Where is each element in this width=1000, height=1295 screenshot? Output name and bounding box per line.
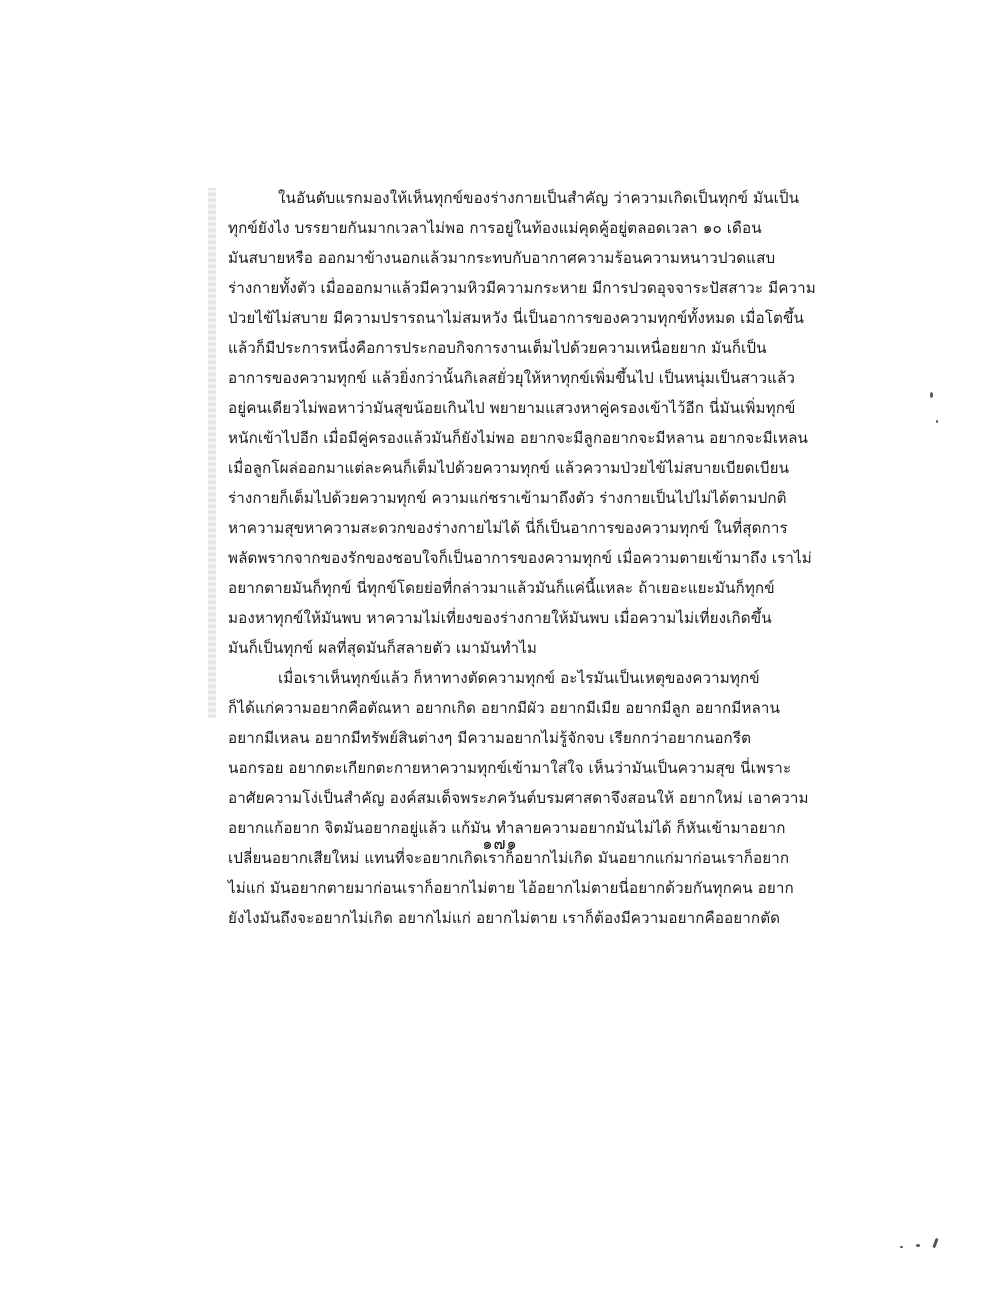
text-line: ไม่แก่ มันอยากตายมาก่อนเราก็อยากไม่ตาย ไอ้อยากไม่ตายนี่อยากด้วยกันทุกคน อยาก — [228, 879, 794, 897]
text-line: อยากแก้อยาก จิตมันอยากอยู่แล้ว แก้มัน ทำลายความอยากมันไม่ได้ ก็หันเข้ามาอยาก — [228, 819, 786, 837]
scan-speck — [932, 1238, 938, 1248]
scan-speck — [916, 1244, 920, 1247]
text-line: เมื่อลูกโผล่ออกมาแต่ละคนก็เต็มไปด้วยความทุกข์ แล้วความป่วยไข้ไม่สบายเบียดเบียน — [228, 459, 790, 477]
text-line: อยากมีเหลน อยากมีทรัพย์สินต่างๆ มีความอยากไม่รู้จักจบ เรียกกว่าอยากนอกรีต — [228, 729, 752, 747]
text-line: มองหาทุกข์ให้มันพบ หาความไม่เที่ยงของร่างกายให้มันพบ เมื่อความไม่เที่ยงเกิดขึ้น — [228, 609, 772, 627]
scan-speck — [936, 420, 938, 423]
text-line: หนักเข้าไปอีก เมื่อมีคู่ครองแล้วมันก็ยังไม่พอ อยากจะมีลูกอยากจะมีหลาน อยากจะมีเหลน — [228, 429, 808, 447]
text-line: มันสบายหรือ ออกมาข้างนอกแล้วมากระทบกับอากาศความร้อนความหนาวปวดแสบ — [228, 249, 776, 267]
text-line: อยากตายมันก็ทุกข์ นี่ทุกข์โดยย่อที่กล่าวมาแล้วมันก็แค่นี้แหละ ถ้าเยอะแยะมันก็ทุกข์ — [228, 579, 775, 597]
text-line: อยู่คนเดียวไม่พอหาว่ามันสุขน้อยเกินไป พยายามแสวงหาคู่ครองเข้าไว้อีก นี่มันเพิ่มทุกข์ — [228, 399, 796, 417]
text-line: อาการของความทุกข์ แล้วยิ่งกว่านั้นกิเลสยั่วยุให้หาทุกข์เพิ่มขึ้นไป เป็นหนุ่มเป็นสาวแล้ว — [228, 369, 796, 387]
text-line: ทุกข์ยังไง บรรยายกันมากเวลาไม่พอ การอยู่ในท้องแม่คุดคู้อยู่ตลอดเวลา ๑๐ เดือน — [228, 219, 762, 237]
text-line: ก็ได้แก่ความอยากคือตัณหา อยากเกิด อยากมีผัว อยากมีเมีย อยากมีลูก อยากมีหลาน — [228, 699, 781, 717]
scan-edge-mark — [208, 188, 216, 718]
text-line: พลัดพรากจากของรักของชอบใจก็เป็นอาการของความทุกข์ เมื่อความตายเข้ามาถึง เราไม่ — [228, 549, 812, 567]
text-line: หาความสุขหาความสะดวกของร่างกายไม่ได้ นี่ก็เป็นอาการของความทุกข์ ในที่สุดการ — [228, 519, 788, 537]
scan-speck — [900, 1246, 903, 1248]
text-line: ป่วยไข้ไม่สบาย มีความปรารถนาไม่สมหวัง นี่เป็นอาการของความทุกข์ทั้งหมด เมื่อโตขึ้น — [228, 309, 804, 327]
text-line: แล้วก็มีประการหนึ่งคือการประกอบกิจการงานเต็มไปด้วยความเหนื่อยยาก มันก็เป็น — [228, 339, 767, 357]
text-line: ร่างกายก็เต็มไปด้วยความทุกข์ ความแก่ชราเข้ามาถึงตัว ร่างกายเป็นไปไม่ได้ตามปกติ — [228, 489, 787, 507]
text-line: ในอันดับแรกมองให้เห็นทุกข์ของร่างกายเป็นสำคัญ ว่าความเกิดเป็นทุกข์ มันเป็น — [278, 189, 800, 207]
text-line: ยังไงมันถึงจะอยากไม่เกิด อยากไม่แก่ อยากไม่ตาย เราก็ต้องมีความอยากคืออยากตัด — [228, 909, 781, 927]
text-line: เมื่อเราเห็นทุกข์แล้ว ก็หาทางตัดความทุกข์ อะไรมันเป็นเหตุของความทุกข์ — [278, 669, 760, 687]
text-line: เปลี่ยนอยากเสียใหม่ แทนที่จะอยากเกิดเราก็อยากไม่เกิด มันอยากแก่มาก่อนเราก็อยาก — [228, 849, 790, 867]
text-line: นอกรอย อยากตะเกียกตะกายหาความทุกข์เข้ามาใส่ใจ เห็นว่ามันเป็นความสุข นี่เพราะ — [228, 759, 792, 777]
text-line: มันก็เป็นทุกข์ ผลที่สุดมันก็สลายตัว เมามันทำไม — [228, 639, 537, 657]
text-line: อาศัยความโง่เป็นสำคัญ องค์สมเด็จพระภควันต์บรมศาสดาจึงสอนให้ อยากใหม่ เอาความ — [228, 789, 809, 807]
text-line: ร่างกายทั้งตัว เมื่อออกมาแล้วมีความหิวมีความกระหาย มีการปวดอุจจาระปัสสาวะ มีความ — [228, 279, 816, 297]
scan-speck — [930, 392, 933, 398]
page-number: ๑๗๑ — [482, 834, 518, 853]
